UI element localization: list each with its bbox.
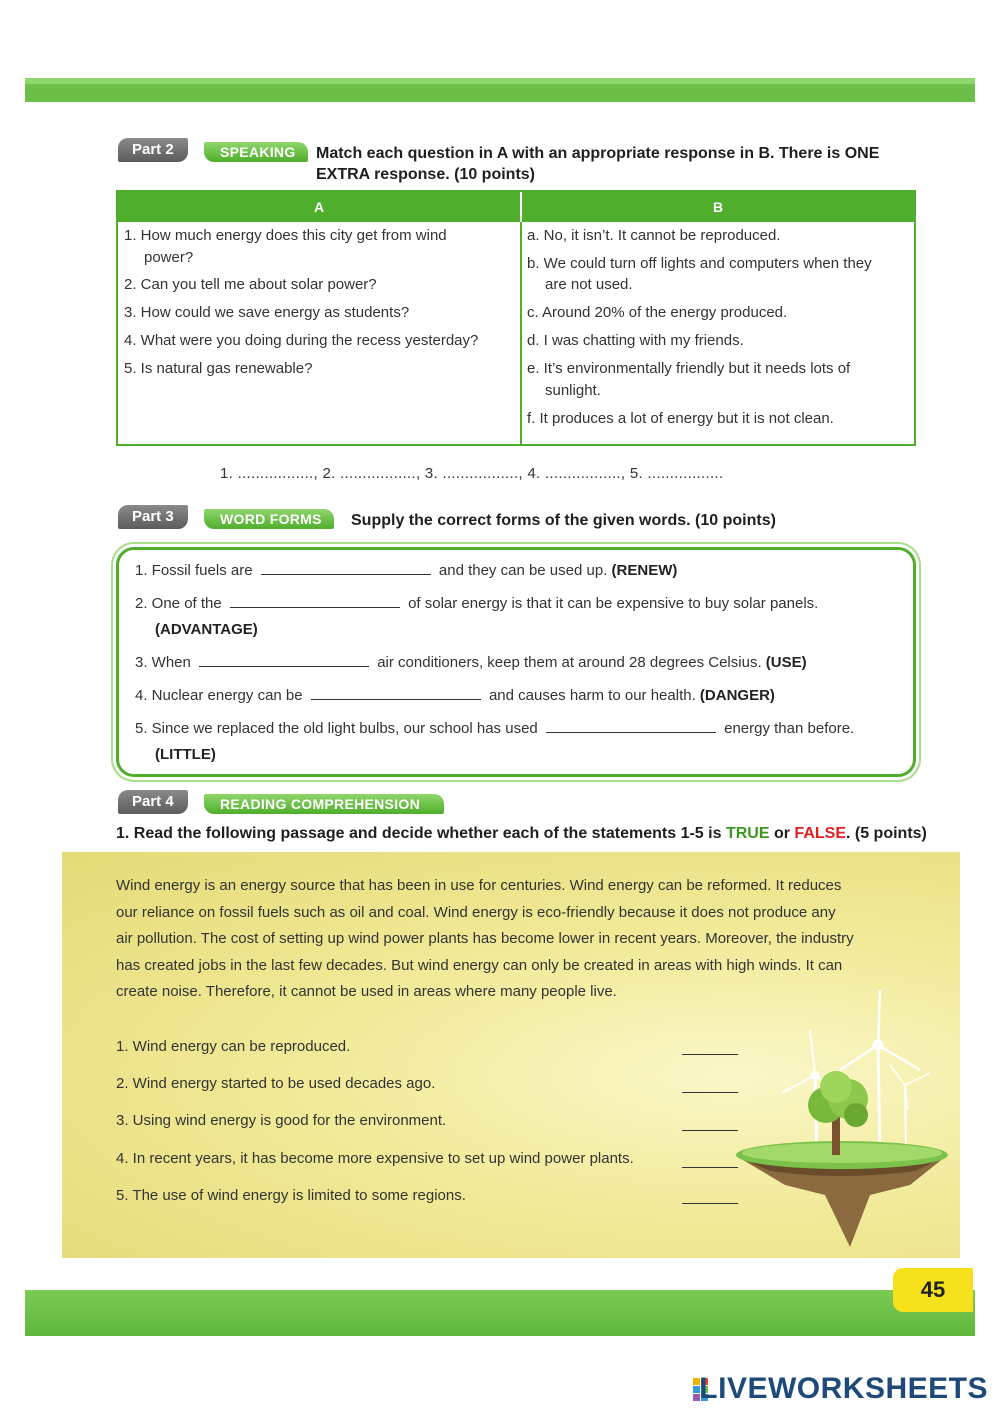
item2-blank[interactable]	[230, 593, 400, 608]
passage-line-3: air pollution. The cost of setting up wind power plants has become lower in recent years. Moreover, the industry	[116, 930, 854, 948]
part4-instruction-suffix: . (5 points)	[845, 825, 927, 842]
item1-before: 1. Fossil fuels are	[135, 562, 253, 579]
part3-instruction: Supply the correct forms of the given words. (10 points)	[351, 512, 776, 529]
passage-line-4: has created jobs in the last few decades. But wind energy can only be created in areas with high winds. It can	[116, 956, 843, 974]
item4-blank[interactable]	[311, 685, 481, 700]
item2-after: of solar energy is that it can be expensive to buy solar panels.	[408, 595, 819, 612]
passage-line-2: our reliance on fossil fuels such as oil and coal. Wind energy is eco-friendly because it does not produce any	[116, 903, 836, 921]
top-banner-highlight	[25, 78, 975, 84]
word-form-item-5	[135, 718, 854, 740]
page-number: 45	[893, 1268, 973, 1312]
item4-after: and causes harm to our health.	[488, 687, 696, 704]
part3-skill-label: WORD FORMS	[204, 509, 334, 529]
statement-2: 2. Wind energy started to be used decades ago.	[116, 1075, 436, 1092]
table-divider-head	[520, 192, 522, 222]
part2-skill-label: SPEAKING	[204, 142, 308, 162]
item4-keyword: (DANGER)	[699, 687, 775, 704]
item4-before: 4. Nuclear energy can be	[135, 687, 303, 704]
column-b-header: B	[522, 192, 914, 222]
part4-instruction	[116, 823, 927, 844]
bottom-banner-bar	[25, 1290, 975, 1336]
table-divider	[520, 192, 522, 444]
item3-after: air conditioners, keep them at around 28 degrees Celsius.	[377, 654, 762, 671]
wind-turbine-island-illustration	[730, 985, 955, 1255]
passage-line-1: Wind energy is an energy source that has been in use for centuries. Wind energy can be reformed. It reduces	[116, 877, 842, 894]
response-c: c. Around 20% of the energy produced.	[527, 304, 788, 321]
response-b: b. We could turn off lights and computers when they	[527, 255, 872, 272]
item5-before: 5. Since we replaced the old light bulbs, our school has used	[135, 720, 538, 737]
item3-keyword: (USE)	[765, 654, 807, 671]
word-form-item-2	[135, 593, 818, 615]
question-1: 1. How much energy does this city get from wind	[124, 227, 447, 244]
item1-blank[interactable]	[261, 560, 431, 575]
item1-after: and they can be used up.	[438, 562, 608, 579]
part4-instruction-prefix: 1. Read the following passage and decide whether each of the statements 1-5 is	[116, 825, 722, 842]
or-word: or	[773, 825, 790, 842]
question-4: 4. What were you doing during the recess yesterday?	[124, 332, 479, 349]
item5-blank[interactable]	[546, 718, 716, 733]
item2-before: 2. One of the	[135, 595, 222, 612]
statement-3: 3. Using wind energy is good for the environment.	[116, 1112, 447, 1129]
part2-label: Part 2	[118, 138, 188, 162]
item1-keyword: (RENEW)	[611, 562, 678, 579]
response-b-cont: are not used.	[545, 276, 633, 293]
item3-before: 3. When	[135, 654, 191, 671]
response-d: d. I was chatting with my friends.	[527, 332, 744, 349]
question-5: 5. Is natural gas renewable?	[124, 360, 313, 377]
response-f: f. It produces a lot of energy but it is not clean.	[527, 410, 834, 427]
false-word: FALSE	[794, 825, 846, 842]
item3-blank[interactable]	[199, 652, 369, 667]
matching-table	[116, 190, 916, 446]
part2-instruction-line1: Match each question in A with an appropriate response in B. There is ONE	[316, 145, 880, 162]
question-1-cont: power?	[144, 249, 194, 266]
statement-4: 4. In recent years, it has become more expensive to set up wind power plants.	[116, 1150, 634, 1167]
statement-1: 1. Wind energy can be reproduced.	[116, 1038, 351, 1055]
item5-after: energy than before.	[724, 720, 855, 737]
part4-label: Part 4	[118, 790, 188, 814]
part3-label: Part 3	[118, 505, 188, 529]
question-3: 3. How could we save energy as students?	[124, 304, 410, 321]
word-form-item-4	[135, 685, 775, 707]
item2-keyword: (ADVANTAGE)	[155, 621, 258, 638]
response-a: a. No, it isn’t. It cannot be reproduced.	[527, 227, 781, 244]
part2-instruction-line2: EXTRA response. (10 points)	[316, 166, 535, 183]
passage-line-5: create noise. Therefore, it cannot be used in areas where many people live.	[116, 983, 617, 1001]
word-form-item-3	[135, 652, 807, 674]
wind-turbine-icon	[782, 990, 930, 1160]
word-form-item-1	[135, 560, 677, 582]
part4-skill-label: READING COMPREHENSION	[204, 794, 444, 814]
question-2: 2. Can you tell me about solar power?	[124, 276, 377, 293]
response-e-cont: sunlight.	[545, 382, 601, 399]
brand-logo-text[interactable]: LIVEWORKSHEETS	[699, 1372, 988, 1405]
true-word: TRUE	[725, 825, 770, 842]
statement-5: 5. The use of wind energy is limited to some regions.	[116, 1187, 466, 1204]
item5-keyword: (LITTLE)	[155, 746, 216, 763]
response-e: e. It’s environmentally friendly but it needs lots of	[527, 360, 851, 377]
column-a-header: A	[118, 192, 520, 222]
part2-answer-line[interactable]: 1. ................., 2. ................., 3. ................., 4. ................., 5. .................	[220, 465, 724, 482]
